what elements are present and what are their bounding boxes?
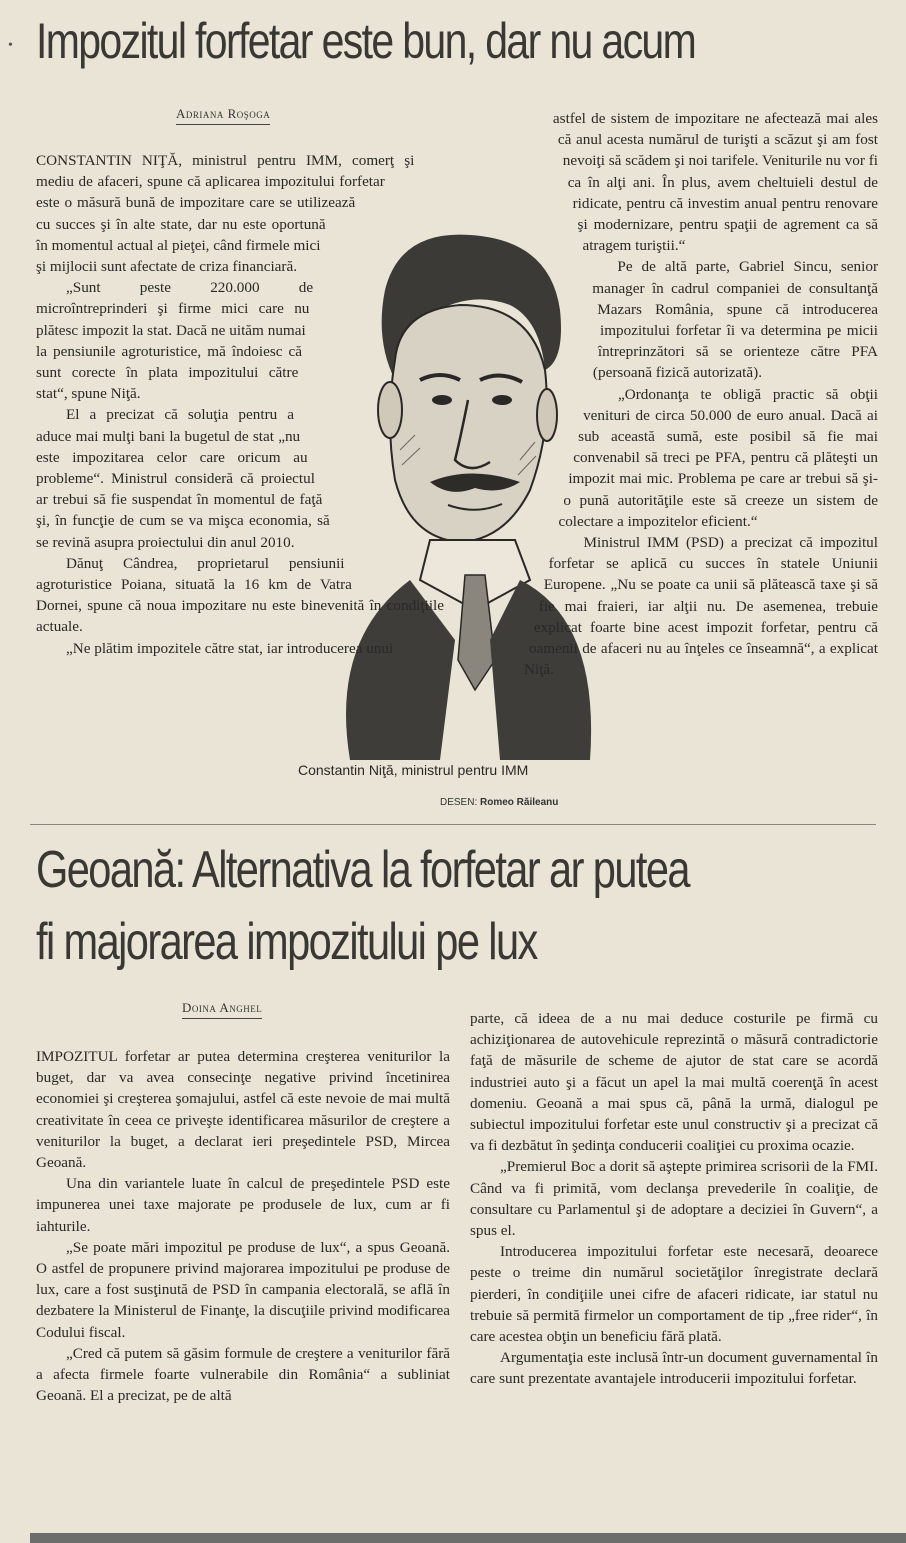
article2-paragraph: „Cred că putem să găsim formule de creştere a veniturilor fără a afecta firmele foarte vulnerabile din România“ a subliniat Geoană. El a precizat, pe de altă: [36, 1344, 450, 1405]
illustration-credit: [440, 797, 558, 808]
article1-paragraph: astfel de sistem de impozitare ne afectează mai ales că anul acesta numărul de turişti a scăzut şi am fost nevoiţi să scădem şi noi tarifele. Veniturile nu vor fi ca în alţi ani. În plus, avem cheltuieli destul de ridicate, pentru că investim anual pentru renovare şi modernizare, pentru spaţii de agrement ca să atragem turiştii.“: [552, 110, 878, 255]
article2-column-left: [36, 1046, 450, 1406]
credit-label: DESEN:: [440, 797, 478, 808]
article2-title-line1: Geoană: Alternativa la forfetar ar putea: [36, 841, 689, 899]
article-divider: [30, 824, 876, 825]
article1-paragraph: „Ordonanţa te obligă practic să obţii venituri de circa 50.000 de euro anual. Dacă ai sub această sumă, este posibil să fie mai convenabil să treci pe PFA, pentru că plăteşti un impozit mai mic. Problema pe care ar trebui să şi-o pună autorităţile este să creeze un sistem de colectare a impozitelor eficient.“: [558, 385, 878, 530]
article2-title-line2: fi majorarea impozitului pe lux: [36, 913, 537, 971]
article1-byline: Adriana Roşoga: [176, 106, 270, 125]
article1-paragraph: „Sunt peste 220.000 de microîntreprinderi şi firme mici care nu plătesc impozit la stat. Dacă ne uităm numai la pensiunile agroturistice, mă îndoiesc că sunt corecte în plata impozitului către stat“, spune Niţă.: [36, 279, 314, 403]
article2-column-right: [470, 1008, 878, 1390]
page-bottom-bar: [30, 1533, 906, 1543]
article2-paragraph: Introducerea impozitului forfetar este necesară, deoarece peste o treime din numărul societăţilor înregistrate declară pierderi, în condiţiile unei cifre de afaceri ridicate, iar statul nu trebuie să permită firmelor un comportament de tip „free rider“, în care acestea obţin un beneficiu fără plată.: [470, 1243, 878, 1346]
credit-name: Romeo Răileanu: [480, 797, 559, 808]
article2-paragraph: parte, că ideea de a nu mai deduce costurile pe firmă cu achiziţionarea de autovehicule reprezintă o măsură contradictorie faţă de măsurile de scheme de ajutor de stat care se acordă industriei auto şi a făcut un apel la mai multă coerenţă în acest domeniu. Geoană a mai spus că, până la urmă, dialogul pe subiectul impozitului forfetar este unul constructiv şi a precizat că va fi dezbătut în şedinţa conducerii coaliţiei cu proxima ocazie.: [470, 1010, 878, 1155]
article2-paragraph: Una din variantele luate în calcul de preşedintele PSD este impunerea unei taxe majorate pe produsele de lux, cum ar fi iahturile.: [36, 1175, 450, 1235]
illustration-caption: Constantin Niţă, ministrul pentru IMM: [298, 762, 529, 778]
article2-paragraph: Argumentaţia este inclusă într-un document guvernamental în care sunt prezentate avantajele introducerii impozitului forfetar.: [470, 1349, 878, 1388]
article1-paragraph: Dănuţ Cândrea, proprietarul pensiunii agroturistice Poiana, situată la 16 km de Vatra Dornei, spune că noua impozitare nu este binevenită în condiţiile actuale.: [36, 554, 444, 636]
article2-paragraph: IMPOZITUL forfetar ar putea determina creşterea veniturilor la buget, dar va avea consecinţe negative privind încetinirea economiei şi creşterea şomajului, astfel că este nevoie de mai multă creativitate în ceea ce priveşte identificarea măsurilor de creştere a veniturilor la buget, a declarat ieri preşedintele PSD, Mircea Geoană.: [36, 1048, 450, 1172]
article1-paragraph: „Ne plătim impozitele către stat, iar introducerea unui: [66, 639, 394, 657]
article2-paragraph: „Premierul Boc a dorit să aştepte primirea scrisorii de la FMI. Când va fi primită, vom declanşa prevederile în coaliţie, de consultare cu Parlamentul şi de adoptare a deciziei în Guvern“, a spus el.: [470, 1158, 878, 1240]
bullet-mark: •: [8, 38, 13, 53]
article1-paragraph: Ministrul IMM (PSD) a precizat că impozitul forfetar se aplică cu succes în statele Uniunii Europene. „Nu se poate ca unii să plătească taxe şi să fie mai fraieri, iar alţii nu. De asemenea, trebuie explicat foarte bine acest impozit forfetar, pentru că oamenii de afaceri nu au înţeles ce înseamnă“, a explicat Niţă.: [524, 534, 878, 679]
article1-title: Impozitul forfetar este bun, dar nu acum: [36, 13, 696, 69]
article1-paragraph: El a precizat că soluţia pentru a aduce mai mulţi bani la bugetul de stat „nu este impozitarea celor care oricum au probleme“. Ministrul consideră că proiectul ar trebui să fie suspendat în momentul de faţă şi, în funcţie de cum se va mişca economia, să se revină asupra proiectului din anul 2010.: [36, 406, 330, 551]
article2-byline: Doina Anghel: [182, 1000, 262, 1019]
article1-paragraph: Pe de altă parte, Gabriel Sincu, senior manager în cadrul companiei de consultanţă Mazars România, spune că introducerea impozitului forfetar îi va determina pe micii întreprinzători să se orienteze către PFA (persoană fizică autorizată).: [592, 258, 878, 382]
article2-paragraph: „Se poate mări impozitul pe produse de lux“, a spus Geoană. O astfel de propunere privind majorarea impozitului pe produse de lux, care a fost susţinută de PSD în campania electorală, se află în dezbatere la Ministerul de Finanţe, la discuţiile privind modificarea Codului fiscal.: [36, 1238, 450, 1341]
article1-column-left: [36, 150, 444, 659]
article1-paragraph: CONSTANTIN NIŢĂ, ministrul pentru IMM, comerţ şi mediu de afaceri, spune că aplicarea impozitului forfetar este o măsură bună de impozitare care se utilizează cu succes şi în alte state, dar nu este oportună în momentul actual al pieţei, când firmele mici şi mijlocii sunt afectate de criza financiară.: [36, 152, 415, 276]
article1-column-right: [470, 108, 878, 680]
